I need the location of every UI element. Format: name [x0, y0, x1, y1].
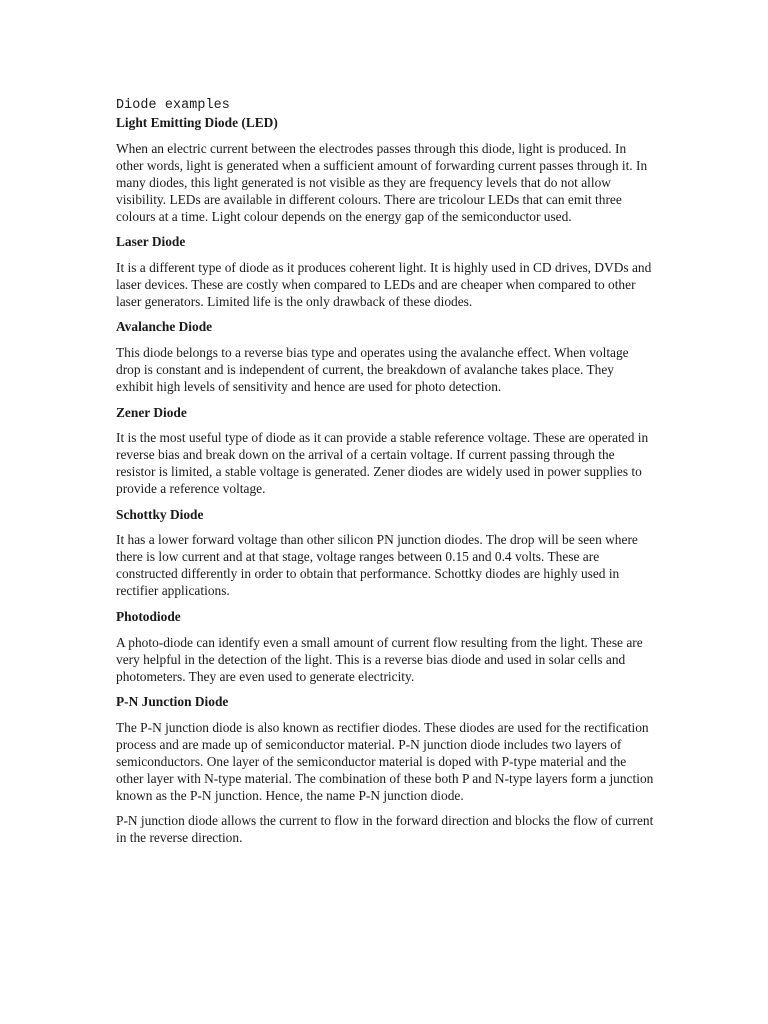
section-heading-avalanche-diode: Avalanche Diode: [116, 319, 213, 335]
section-paragraph-zener-diode: It is the most useful type of diode as it can provide a stable reference voltage. These are operated in reverse bias and break down on the arrival of a certain voltage. If current passing through the resistor is limited, a stable voltage is generated. Zener diodes are widely used in power supplies to provide a reference voltage.: [116, 430, 649, 497]
section-heading-laser-diode: Laser Diode: [116, 234, 186, 250]
section-heading-photodiode: Photodiode: [116, 608, 181, 624]
section-paragraph-schottky-diode: It has a lower forward voltage than other silicon PN junction diodes. The drop will be seen where there is low current and at that stage, voltage ranges between 0.15 and 0.4 volts. These are constructed differently in order to obtain that performance. Schottky diodes are highly used in rectifier applications.: [116, 532, 638, 599]
section-heading-led: Light Emitting Diode (LED): [116, 115, 278, 130]
section-paragraph-avalanche-diode: This diode belongs to a reverse bias type and operates using the avalanche effect. When voltage drop is constant and is independent of current, the breakdown of avalanche takes place. They exhibit high levels of sensitivity and hence are used for photo detection.: [116, 344, 629, 394]
section-heading-zener-diode: Zener Diode: [116, 404, 187, 420]
section-paragraph-pn-junction-diode-2: P-N junction diode allows the current to flow in the forward direction and blocks the flow of current in the reverse direction.: [116, 813, 654, 846]
section-paragraph-laser-diode: It is a different type of diode as it produces coherent light. It is highly used in CD drives, DVDs and laser devices. These are costly when compared to LEDs and are cheaper when compared to other laser generators. Limited life is the only drawback of these diodes.: [116, 259, 652, 309]
section-paragraph-led: When an electric current between the electrodes passes through this diode, light is produced. In other words, light is generated when a sufficient amount of forwarding current passes through it. In many diodes, this light generated is not visible as they are frequency levels that do not allow visibility. LEDs are available in different colours. There are tricolour LEDs that can emit three colours at a time. Light colour depends on the energy gap of the semiconductor used.: [116, 140, 648, 224]
document-title: Diode examples: [116, 98, 230, 113]
section-paragraph-pn-junction-diode-1: The P-N junction diode is also known as rectifier diodes. These diodes are used for the rectification process and are made up of semiconductor material. P-N junction diode includes two layers of semiconductors. One layer of the semiconductor material is doped with P-type material and the other layer with N-type material. The combination of these both P and N-type layers form a junction known as the P-N junction. Hence, the name P-N junction diode.: [116, 719, 654, 803]
section-heading-schottky-diode: Schottky Diode: [116, 506, 204, 522]
section-paragraph-photodiode: A photo-diode can identify even a small amount of current flow resulting from the light. These are very helpful in the detection of the light. This is a reverse bias diode and used in solar cells and photometers. They are even used to generate electricity.: [116, 634, 643, 684]
section-heading-pn-junction-diode: P-N Junction Diode: [116, 694, 229, 710]
document-page: [116, 97, 654, 855]
